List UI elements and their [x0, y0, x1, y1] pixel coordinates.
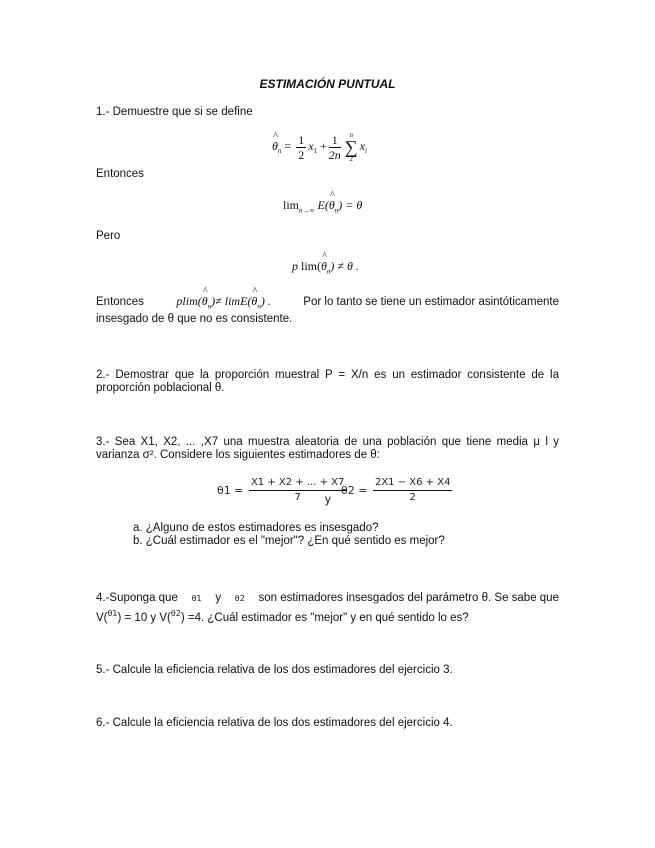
q3-est2-frac — [373, 476, 452, 505]
q4-l1-theta2: θ2 — [234, 594, 245, 603]
q3-est1-frac — [249, 476, 346, 505]
q4-l1-theta1: θ1 — [191, 594, 202, 603]
q1-eq1-frac2 — [329, 133, 341, 162]
q1-conclusion-line1 — [96, 294, 559, 310]
q1-then: Entonces — [96, 168, 144, 180]
q3-est2-den: 2 — [409, 492, 416, 503]
q3-and: y — [325, 494, 331, 506]
q1-conclusion-line2: insesgado de θ que no es consistente. — [96, 313, 293, 325]
q3-line1: 3.- Sea X1, X2, ... ,X7 una muestra aleatoria de una población que tiene media μ l y — [96, 436, 559, 448]
q1-conclusion-formula — [176, 294, 270, 310]
q1-eq2-expectation: E( — [317, 198, 329, 212]
q1-eq2-lim: lim — [283, 198, 300, 212]
q1-eq1-theta-sub: n — [277, 147, 282, 156]
q1-conclusion-formula-sub: n — [207, 302, 212, 311]
q1-equation-limit — [283, 198, 362, 214]
q1-eq1-sum — [345, 131, 358, 163]
q1-eq3-rhs: ) ≠ θ . — [330, 259, 359, 273]
q4-l2-c: ) =4. ¿Cuál estimador es "mejor" y en qué sentido lo es? — [180, 611, 469, 624]
sigma-symbol: ∑ — [344, 137, 358, 157]
q1-eq3-theta: ^ θ — [321, 259, 327, 274]
q1-eq1-frac1-den: 2 — [298, 147, 305, 162]
q1-conclusion-formula-c: ) . — [260, 294, 271, 308]
q1-eq2-theta: ^ θ — [329, 198, 335, 213]
q1-equation-definition — [272, 131, 367, 163]
q1-eq1-xi-sub: i — [364, 147, 367, 156]
q1-eq3-p: p — [292, 259, 298, 273]
q4-line2 — [96, 609, 469, 624]
q1-eq1-theta: ^ θ — [272, 139, 278, 154]
q2-line1: 2.- Demostrar que la proporción muestral P = X/n es un estimador consistente de la — [96, 369, 559, 381]
q1-equation-plim — [292, 259, 359, 275]
q1-eq1-sum-bottom: 2 — [349, 155, 353, 163]
q1-eq2-theta-sub: n — [334, 206, 339, 215]
q3-estimator-2 — [341, 476, 454, 505]
q1-conclusion-start: Entonces — [96, 296, 144, 308]
q4-l2-a: V( — [96, 611, 108, 624]
q5-text: 5.- Calcule la eficiencia relativa de los dos estimadores del ejercicio 3. — [96, 664, 453, 676]
q3-est2-num: 2X1 − X6 + X4 — [373, 476, 452, 491]
q1-conclusion-formula-b: )≠ limE( — [211, 294, 252, 308]
q1-eq1-frac1-num: 1 — [298, 132, 305, 147]
q6-text: 6.- Calcule la eficiencia relativa de los dos estimadores del ejercicio 4. — [96, 717, 453, 729]
q1-eq1-frac1 — [296, 133, 306, 162]
q4-l1-and: y — [215, 592, 222, 604]
q1-conclusion-formula-theta: ^ θ — [202, 294, 208, 309]
q1-eq3-theta-sub: n — [326, 267, 331, 276]
q3-item-a: a. ¿Alguno de estos estimadores es insesgado? — [133, 522, 379, 534]
q1-eq3-lim: lim( — [301, 259, 321, 273]
q1-conclusion-formula-a: plim( — [176, 294, 202, 308]
q1-eq1-equals: = — [284, 138, 292, 153]
q3-est1-lhs: θ1 = — [217, 484, 244, 497]
q4-l2-b: ) = 10 y V( — [117, 611, 171, 624]
q3-est1-den: 7 — [294, 492, 301, 503]
page-title: ESTIMACIÓN PUNTUAL — [259, 77, 396, 91]
q4-line1 — [96, 592, 559, 604]
q1-but: Pero — [96, 230, 121, 242]
q1-eq1-sum-top: n — [349, 131, 353, 139]
q1-eq1-frac2-num: 1 — [329, 133, 341, 148]
q1-intro: 1.- Demuestre que si se define — [96, 106, 253, 118]
q1-eq2-rhs: ) = θ — [338, 198, 363, 212]
q1-eq1-xi: x — [359, 138, 365, 153]
q1-eq1-plus: + — [320, 138, 327, 153]
q1-eq2-lim-sub: n→∞ — [299, 206, 315, 215]
q1-conclusion-formula-theta2: ^ θ — [251, 294, 257, 309]
q1-eq1-x1: x — [308, 138, 314, 153]
q3-line2: varianza σ². Considere los siguientes estimadores de θ: — [96, 449, 380, 461]
q4-l1-a: 4.-Suponga que — [96, 592, 178, 604]
q4-l2-theta2: θ2 — [170, 609, 181, 618]
q1-eq1-frac2-den: 2n — [328, 147, 341, 162]
q2-line2: proporción poblacional θ. — [96, 382, 225, 394]
q1-conclusion-rest: Por lo tanto se tiene un estimador asintóticamente — [303, 296, 559, 308]
q3-est2-lhs: θ2 = — [341, 484, 368, 497]
q1-eq1-x1-sub: 1 — [313, 147, 318, 156]
q4-l1-b: son estimadores insesgados del parámetro θ. Se sabe que — [258, 592, 559, 604]
q3-item-b: b. ¿Cuál estimador es el "mejor"? ¿En qué sentido es mejor? — [133, 535, 445, 547]
q3-est1-num: X1 + X2 + ... + X7 — [249, 476, 346, 491]
q4-l2-theta1: θ1 — [107, 609, 118, 618]
q1-conclusion-formula-sub2: n — [257, 302, 261, 311]
